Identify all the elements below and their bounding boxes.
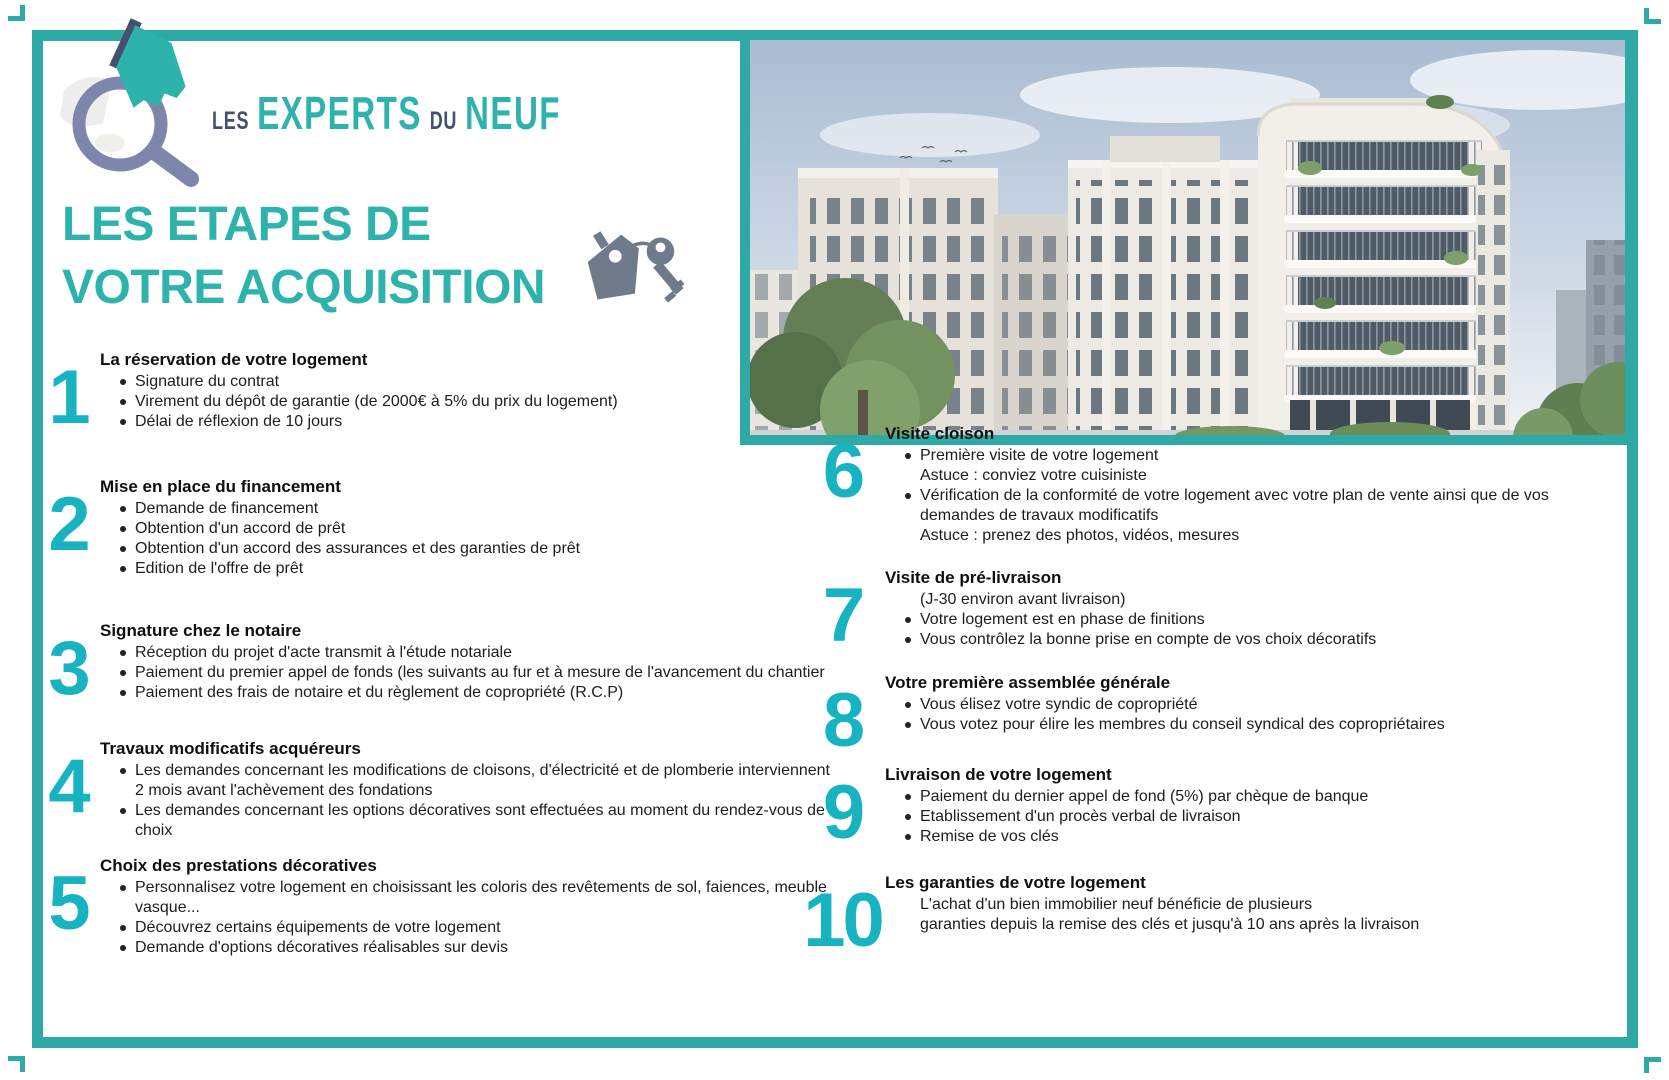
brand-word-du: DU [429,107,458,135]
step-heading: Choix des prestations décoratives [100,856,377,875]
step-heading: Livraison de votre logement [885,765,1112,784]
bullet-dot [120,650,126,656]
brand-word-neuf: NEUF [465,87,561,139]
step-item-text: Votre logement est en phase de finitions [920,611,1205,628]
page-title [62,193,545,319]
step-item-text: Réception du projet d'acte transmit à l'étude notariale [135,644,512,661]
step-item [100,801,836,841]
bullet-dot [120,690,126,696]
bullet-dot [120,506,126,512]
main-building [1068,95,1510,435]
building-render-illustration [750,40,1625,435]
step-9 [800,765,1580,855]
step-item [885,895,1580,915]
step-item [100,878,836,918]
step-item [885,486,1580,526]
step-item-list [100,372,836,432]
step-heading: Visite cloison [885,424,995,443]
step-item-text: Vous votez pour élire les membres du conseil syndical des copropriétaires [920,716,1445,733]
step-item [100,761,836,801]
step-number: 10 [803,878,882,963]
step-number: 3 [48,626,88,711]
step-item [100,372,836,392]
step-item-list [100,761,836,841]
bullet-dot [905,814,911,820]
page-title-line-2: VOTRE ACQUISITION [62,261,546,314]
corner-mark-top-left [8,5,25,21]
bullet-dot [905,834,911,840]
step-item [885,695,1580,715]
step-number: 5 [48,861,88,946]
step-item-text: Vous contrôlez la bonne prise en compte de vos choix décoratifs [920,631,1377,648]
step-item-list [885,787,1580,847]
bullet-dot [905,722,911,728]
step-item-list [885,695,1580,735]
step-item [100,539,836,559]
step-item-text: Délai de réflexion de 10 jours [135,413,343,430]
brand-name [212,86,561,140]
corner-mark-bottom-left [8,1056,25,1072]
bullet-dot [905,794,911,800]
step-item [885,446,1580,466]
step-item [100,683,836,703]
step-number: 1 [48,355,88,440]
brand-word-experts: EXPERTS [257,87,422,139]
step-item-list [885,590,1580,650]
step-item-text: Etablissement d'un procès verbal de livraison [920,808,1241,825]
step-heading: La réservation de votre logement [100,350,368,369]
step-number: 2 [48,482,88,567]
house-keys-icon [570,218,688,320]
step-item-text: L'achat d'un bien immobilier neuf bénéficie de plusieurs [920,896,1313,913]
step-item [100,663,836,683]
step-item-list [885,895,1580,935]
step-item [100,938,836,958]
bullet-dot [120,670,126,676]
step-item-text: Paiement du premier appel de fonds (les suivants au fur et à mesure de l'avancement du chantier [135,664,825,681]
step-item [885,915,1580,935]
step-item [100,392,836,412]
step-heading: Les garanties de votre logement [885,873,1146,892]
step-item [885,526,1580,546]
step-number: 6 [822,429,863,514]
step-item-list [100,643,836,703]
step-item [885,807,1580,827]
step-number: 9 [822,770,863,855]
step-item [100,643,836,663]
step-item-text: (J-30 environ avant livraison) [920,591,1126,608]
step-item [100,412,836,432]
step-item [100,559,836,579]
corner-mark-top-right [1644,8,1661,24]
bullet-dot [120,945,126,951]
step-item-text: Remise de vos clés [920,828,1059,845]
house-magnifier-logo-icon [50,2,225,202]
step-item [885,630,1580,650]
step-4 [36,739,836,841]
step-item-list [885,446,1580,546]
step-item-text: garanties depuis la remise des clés et jusqu'à 10 ans après la livraison [920,916,1420,933]
bullet-dot [905,453,911,459]
step-10 [800,873,1580,963]
step-heading: Travaux modificatifs acquéreurs [100,739,361,758]
bullet-dot [120,379,126,385]
step-item-text: Les demandes concernant les modifications de cloisons, d'électricité et de plomberie interviennent 2 mois avant l'achèvement des fondations [135,762,830,799]
step-number: 8 [822,678,863,763]
step-item-text: Vous élisez votre syndic de copropriété [920,696,1198,713]
bullet-dot [905,702,911,708]
bullet-dot [905,493,911,499]
step-item-text: Astuce : prenez des photos, vidéos, mesures [920,527,1240,544]
step-item-text: Demande de financement [135,500,319,517]
step-item [100,519,836,539]
bullet-dot [120,768,126,774]
step-3 [36,621,836,711]
step-5 [36,856,836,958]
corner-mark-bottom-right [1644,1057,1661,1073]
step-item-text: Personnalisez votre logement en choisissant les coloris des revêtements de sol, faiences, meuble vasque... [135,879,827,916]
step-item [100,918,836,938]
step-heading: Votre première assemblée générale [885,673,1171,692]
step-item [885,610,1580,630]
step-1 [36,350,836,440]
step-heading: Visite de pré-livraison [885,568,1062,587]
step-item-text: Demande d'options décoratives réalisables sur devis [135,939,509,956]
brand-word-les: LES [212,107,250,135]
step-item-text: Découvrez certains équipements de votre logement [135,919,501,936]
step-item [885,590,1580,610]
step-item-text: Edition de l'offre de prêt [135,560,304,577]
step-heading: Mise en place du financement [100,477,341,496]
step-2 [36,477,836,579]
bullet-dot [120,925,126,931]
bullet-dot [120,526,126,532]
step-item-text: Les demandes concernant les options décoratives sont effectuées au moment du rendez-vous de choix [135,802,825,839]
bullet-dot [120,419,126,425]
step-item [100,499,836,519]
step-item [885,787,1580,807]
step-heading: Signature chez le notaire [100,621,302,640]
step-item-text: Obtention d'un accord de prêt [135,520,346,537]
step-item-text: Astuce : conviez votre cuisiniste [920,467,1147,484]
bullet-dot [120,546,126,552]
bullet-dot [905,637,911,643]
step-item-text: Obtention d'un accord des assurances et des garanties de prêt [135,540,581,557]
step-8 [800,673,1580,763]
bullet-dot [905,617,911,623]
step-item-list [100,499,836,579]
step-number: 4 [48,744,88,829]
step-item-text: Virement du dépôt de garantie (de 2000€ à 5% du prix du logement) [135,393,618,410]
bullet-dot [120,399,126,405]
bullet-dot [120,566,126,572]
step-item-text: Paiement des frais de notaire et du règlement de copropriété (R.C.P) [135,684,624,701]
bullet-dot [120,808,126,814]
page-title-line-1: LES ETAPES DE [62,198,431,251]
step-item-list [100,878,836,958]
step-number: 7 [822,573,863,658]
step-item-text: Vérification de la conformité de votre logement avec votre plan de vente ainsi que de vos demandes de travaux modificatifs [920,487,1549,524]
step-item-text: Première visite de votre logement [920,447,1159,464]
step-item-text: Paiement du dernier appel de fond (5%) par chèque de banque [920,788,1369,805]
step-item [885,715,1580,735]
step-item [885,466,1580,486]
step-7 [800,568,1580,658]
step-6 [800,424,1580,546]
step-item [885,827,1580,847]
step-item-text: Signature du contrat [135,373,280,390]
bullet-dot [120,885,126,891]
building-photo [740,30,1635,445]
